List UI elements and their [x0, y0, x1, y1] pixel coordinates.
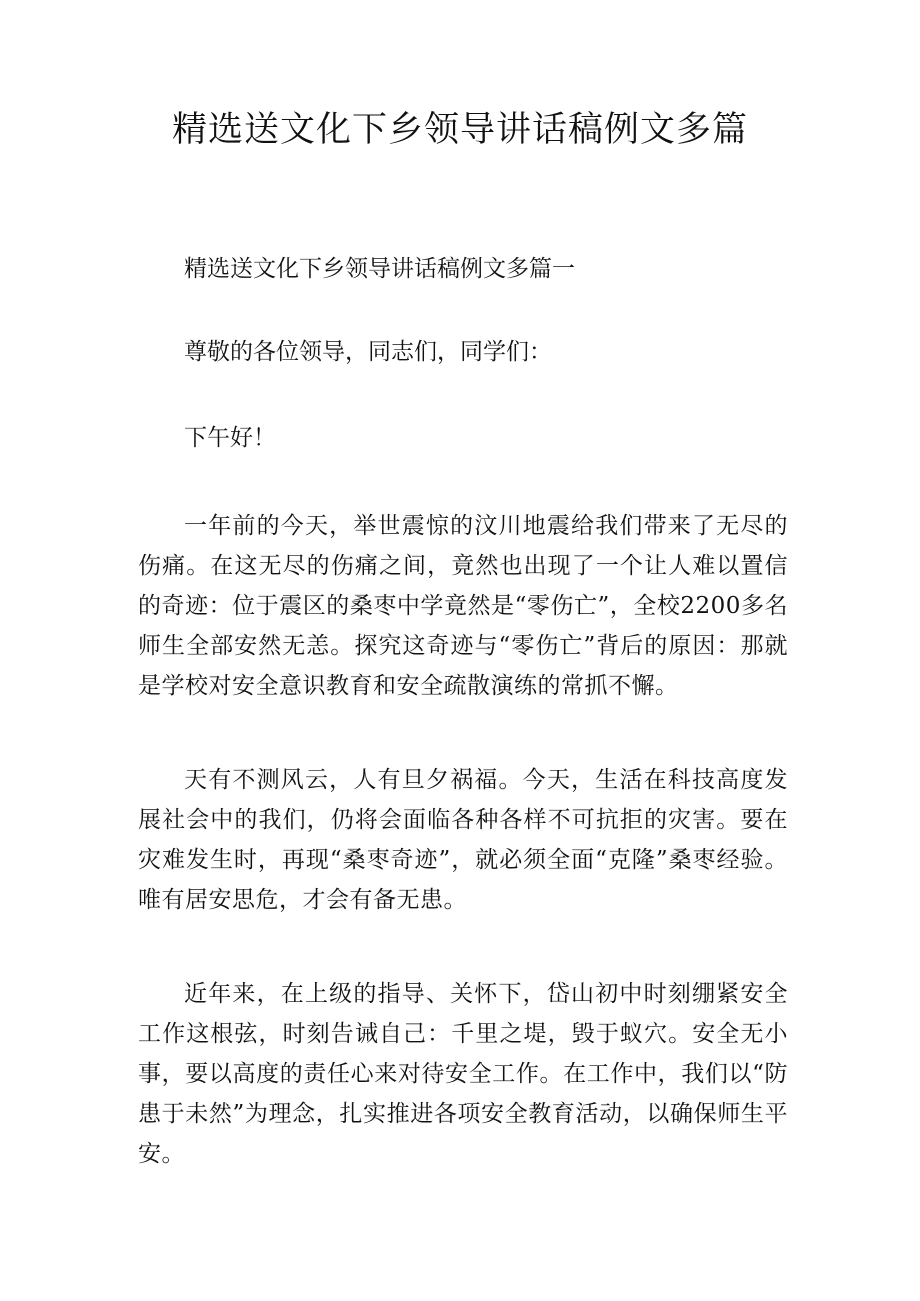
section-heading: 精选送文化下乡领导讲话稿例文多篇一 [184, 256, 575, 282]
paragraph-2: 天有不测风云，人有旦夕祸福。今天，生活在科技高度发展社会中的我们，仍将会面临各种各样不可抗拒的灾害。要在灾难发生时，再现“桑枣奇迹”，就必须全面“克隆”桑枣经验。唯有居安思危，才会有备无患。 [138, 767, 788, 913]
paragraph-1: 一年前的今天，举世震惊的汶川地震给我们带来了无尽的伤痛。在这无尽的伤痛之间，竟然也出现了一个让人难以置信的奇迹：位于震区的桑枣中学竟然是“零伤亡”，全校2200多名师生全部安然无恙。探究这奇迹与“零伤亡”背后的原因：那就是学校对安全意识教育和安全疏散演练的常抓不懈。 [138, 513, 788, 699]
salutation-line: 下午好！ [184, 425, 276, 451]
paragraph-3: 近年来，在上级的指导、关怀下，岱山初中时刻绷紧安全工作这根弦，时刻告诫自己：千里之堤，毁于蚁穴。安全无小事，要以高度的责任心来对待安全工作。在工作中，我们以“防患于未然”为理念，扎实推进各项安全教育活动，以确保师生平安。 [138, 981, 788, 1167]
document-title: 精选送文化下乡领导讲话稿例文多篇 [171, 110, 748, 150]
greeting-line: 尊敬的各位领导，同志们，同学们： [184, 339, 552, 365]
